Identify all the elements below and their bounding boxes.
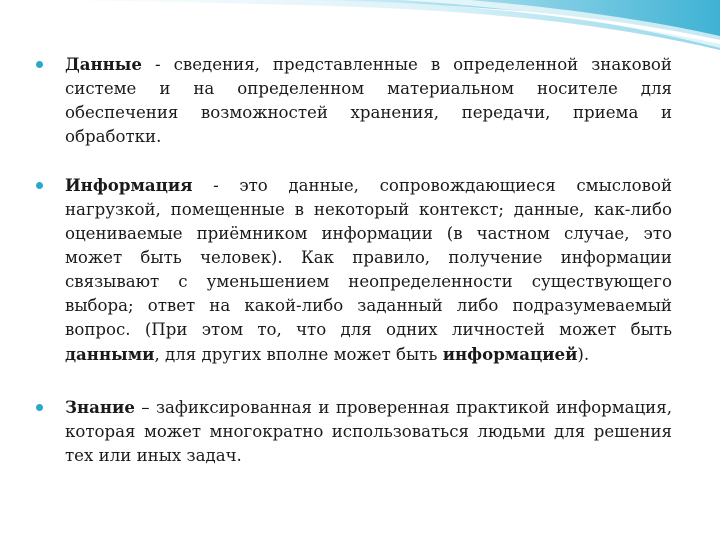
- bullet-icon: [36, 61, 43, 68]
- list-item: [36, 173, 672, 367]
- term-inline-information: информацией: [442, 344, 578, 364]
- term-information: Информация: [65, 175, 193, 195]
- definition-text: - это данные, сопровождающиеся смысловой нагрузкой, помещенные в некоторый контекст; данные, как-либо оцениваемые приёмником информации (в частном случае, это может быть человек). Как правило, получение информации связывают с уменьшением неопределенности существующего выбора; ответ на какой-либо заданный либо подразумеваемый вопрос. (При этом то, что для одних личностей может быть: [65, 176, 672, 339]
- list-item: [36, 52, 672, 149]
- content-list: [36, 52, 672, 492]
- definition-text: – зафиксированная и проверенная практикой информация, которая может многократно использоваться людьми для решения тех или иных задач.: [65, 398, 672, 465]
- bullet-icon: [36, 404, 43, 411]
- definition-text: - сведения, представленные в определенной знаковой системе и на определенном материальном носителе для обеспечения возможностей хранения, передачи, приема и обработки.: [65, 55, 672, 146]
- definition-text-cont: , для других вполне может быть: [154, 345, 443, 364]
- term-knowledge: Знание: [65, 397, 135, 417]
- term-data: Данные: [65, 54, 142, 74]
- definition-text-end: ).: [577, 345, 590, 364]
- list-item: [36, 395, 672, 468]
- header-wave-decoration: [0, 0, 720, 60]
- bullet-icon: [36, 182, 43, 189]
- term-inline-data: данными: [65, 344, 155, 364]
